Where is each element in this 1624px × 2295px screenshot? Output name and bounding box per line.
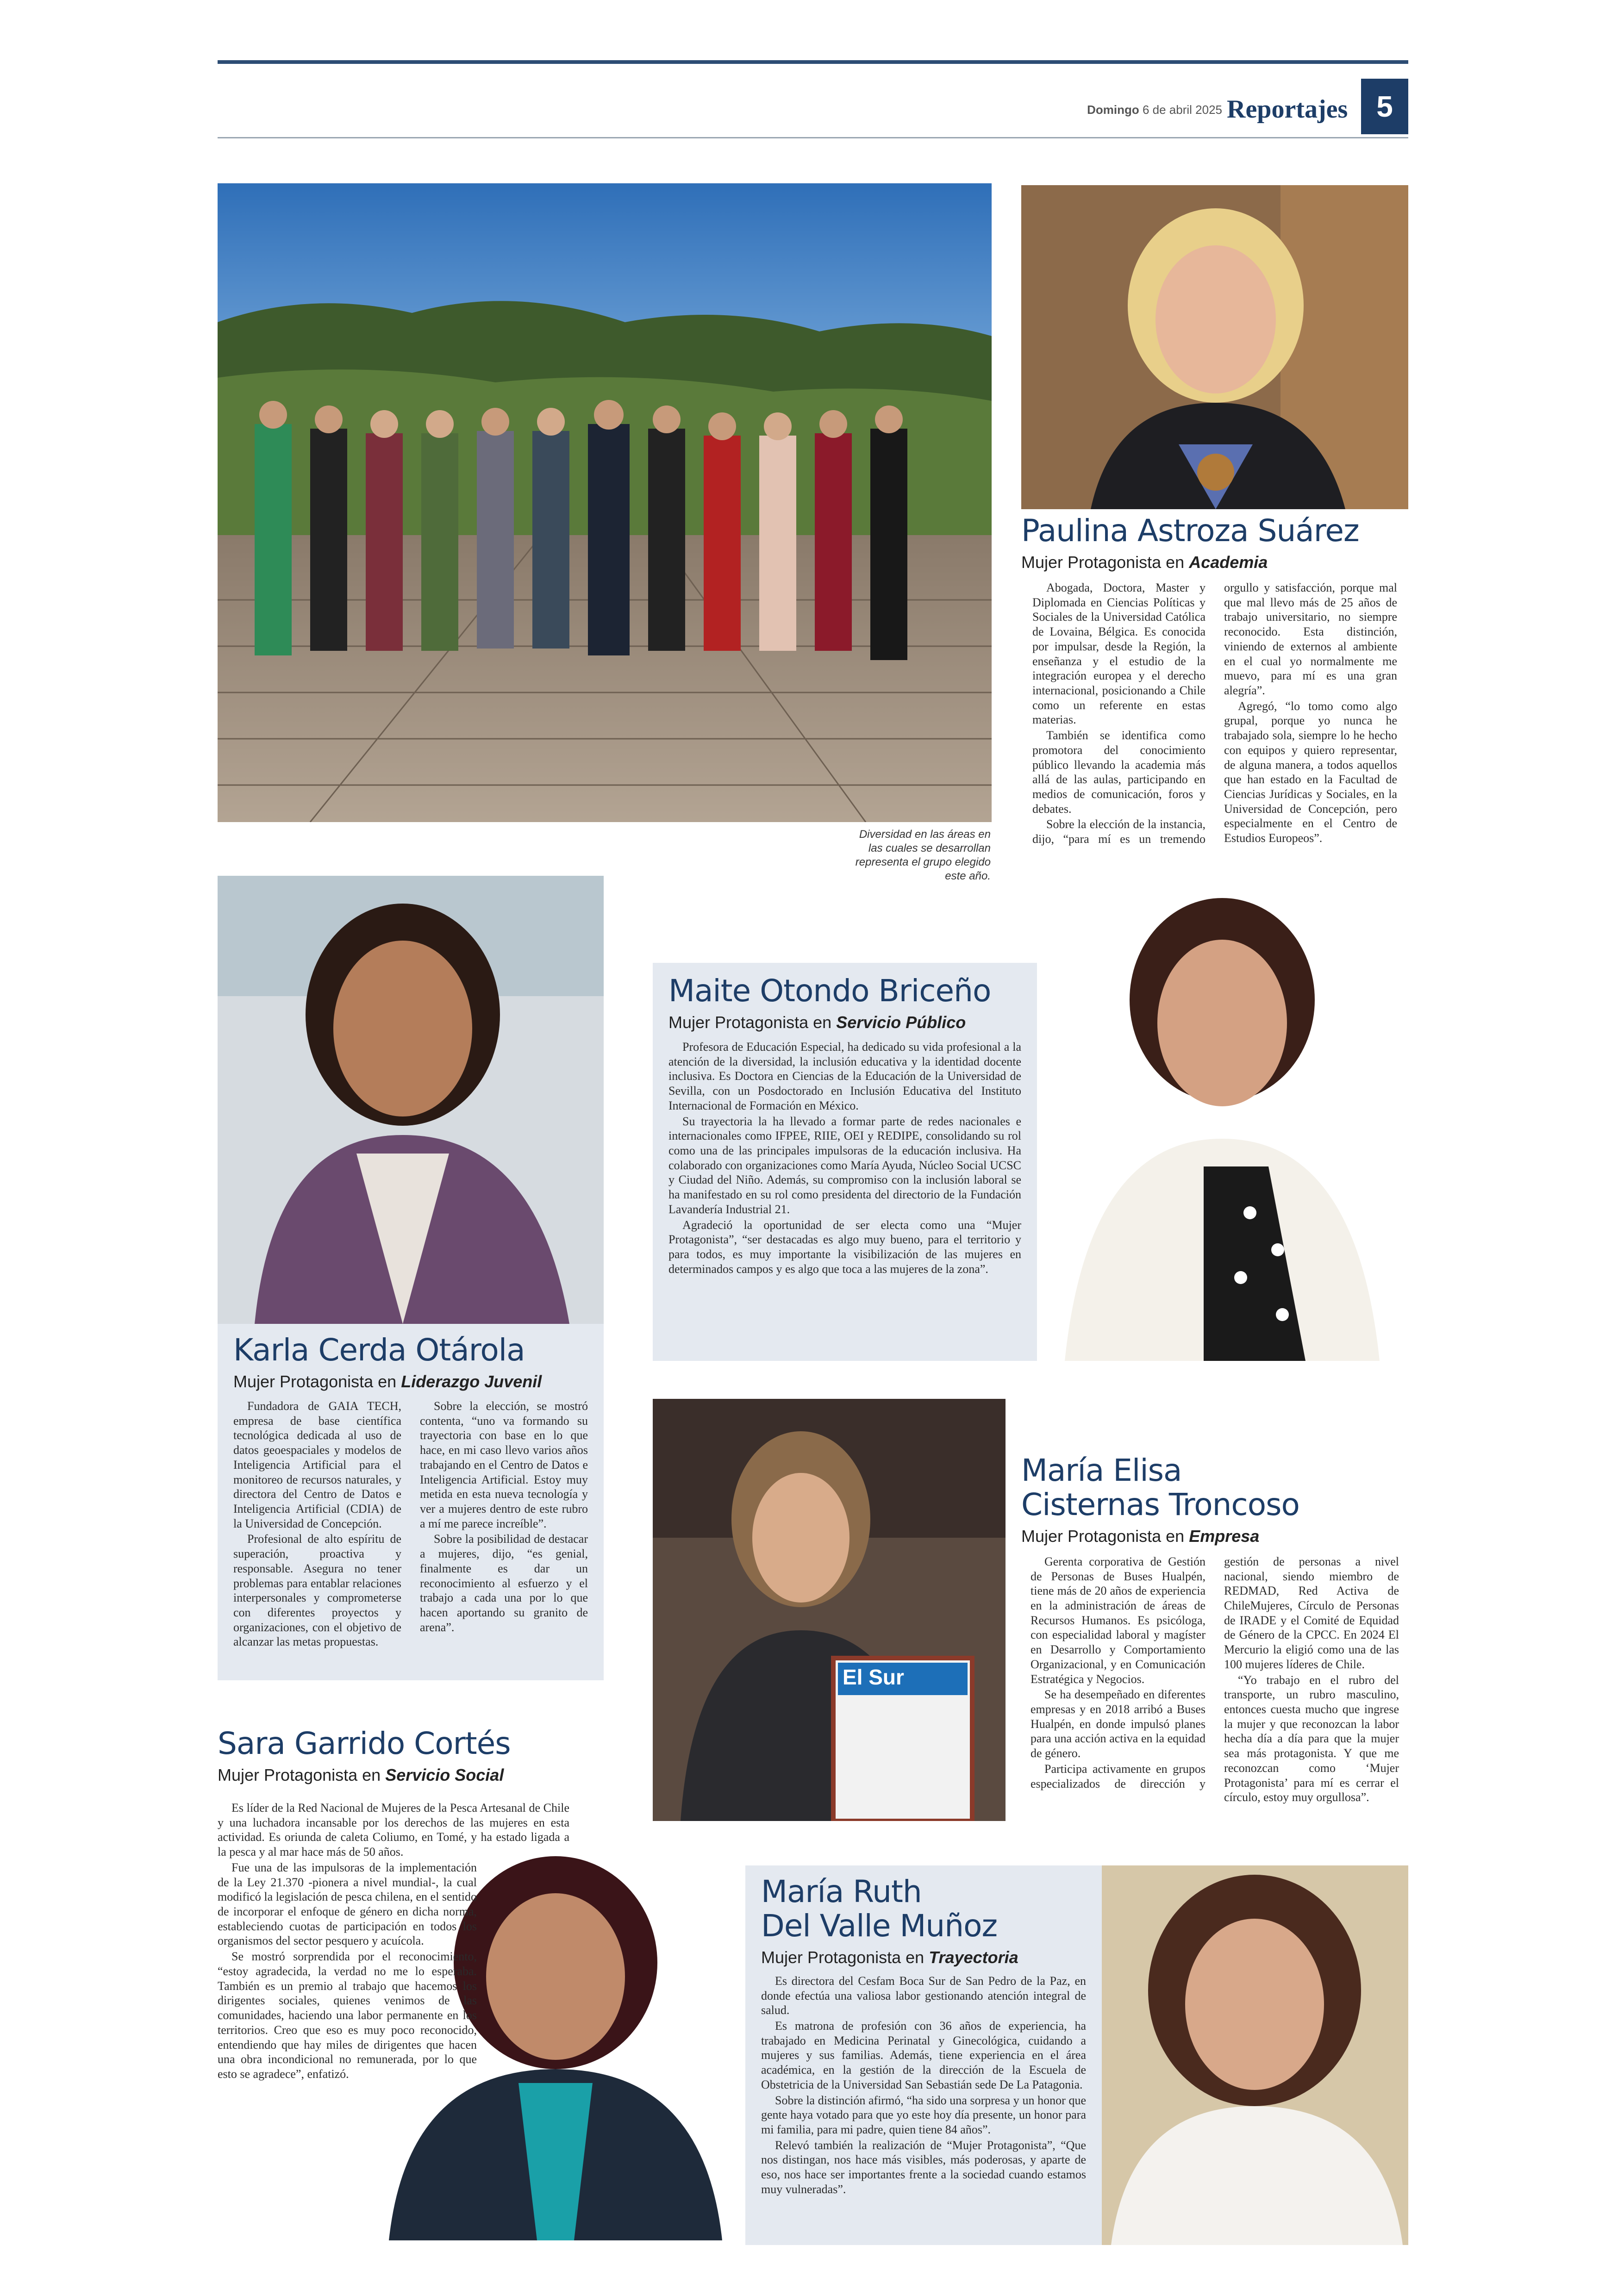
issue-date: Domingo 6 de abril 2025	[1087, 103, 1222, 117]
section-label: Reportajes	[1227, 95, 1348, 124]
profile-body: Fundadora de GAIA TECH, empresa de base científica tecnológica dedicada al uso de datos geoespaciales y modelos de Inteligencia Artificial para el monitoreo de recursos naturales, y directora del Centro de Datos e Inteligencia Artificial (CDIA) de la Universidad de Concepción. Profesional de alto espíritu de superación, proactiva y responsable. Asegura no tener problemas para entablar relaciones interpersonales y comprometerse con diferentes proyectos y organizaciones, con el objetivo de alcanzar las metas propuestas. Sobre la elección, se mostró contenta, “uno va formando su trayectoria con base en lo que hace, en mi caso llevo varios años trabajando en el Centro de Datos e Inteligencia Artificial. Estoy muy metida en esta nueva tecnología y ver a mujeres dentro de este rubro a mí me parece increíble”. Sobre la posibilidad de destacar a mujeres, dijo, “es genial, finalmente es dar un reconocimiento al esfuerzo y el trabajo a cada una por lo que hacen aportando su granito de arena”.	[233, 1399, 588, 1649]
profile-maite	[653, 963, 1037, 1361]
top-rule	[218, 60, 1408, 64]
profile-maria-ruth	[745, 1865, 1102, 2245]
portrait-maite	[1037, 879, 1389, 1361]
profile-name: María Elisa Cisternas Troncoso	[1021, 1453, 1299, 1522]
profile-paulina	[1021, 514, 1408, 847]
profile-body: Profesora de Educación Especial, ha dedicado su vida profesional a la atención de la diversidad, la inclusión educativa y la identidad docente inclusiva. Es Doctora en Ciencias de la Educación de la Universidad de Sevilla, con un Posdoctorado en Inclusión Educativa del Instituto Internacional de Formación en México. Su trayectoria la ha llevado a formar parte de redes nacionales e internacionales como IFPEE, RIIE, OEI y REDIPE, consolidando su rol como una de las principales impulsoras de la educación inclusiva. Ha colaborado con organizaciones como María Ayuda, Núcleo Social UCSC y Ciudad del Niño. Además, su compromiso con la inclusión laboral se ha manifestado en su rol como presidenta del directorio de la Fundación Lavandería Industrial 21. Agradeció la oportunidad de ser electa como una “Mujer Protagonista”, “ser destacadas es algo muy bueno, para el territorio y para todos, es muy importante la visibilización de las mujeres en determinados campos y es algo que toca a las mujeres de la zona”.	[668, 1040, 1021, 1276]
profile-role: Mujer Protagonista en Empresa	[1021, 1526, 1260, 1546]
profile-maria-elisa	[1021, 1453, 1408, 1805]
profile-role: Mujer Protagonista en Servicio Público	[668, 1012, 966, 1032]
profile-karla	[218, 1324, 604, 1680]
portrait-maria-elisa	[653, 1399, 1006, 1821]
profile-sara-heading	[218, 1727, 634, 1785]
profile-role: Mujer Protagonista en Servicio Social	[218, 1765, 504, 1784]
profile-name: Maite Otondo Briceño	[668, 973, 991, 1009]
page-number: 5	[1361, 79, 1408, 134]
header-divider	[218, 137, 1408, 138]
profile-sara-body: Es líder de la Red Nacional de Mujeres de la Pesca Artesanal de Chile y una luchadora incansable por los derechos de las mujeres en esta actividad. Es oriunda de caleta Coliumo, en Tomé, y ha estado ligada a la pesca y al mar hace más de 50 años. Fue una de las impulsoras de la implementación de la Ley 21.370 -pionera a nivel mundial-, la cual modificó la legislación de pesca chilena, en el sentido de incorporar el enfoque de género en dicha norma, estableciendo cuotas de participación en todos los organismos del sector pesquero y acuícola. Se mostró sorprendida por el reconocimiento, “estoy agradecida, la verdad no me lo esperaba. También es un premio al trabajo que hacemos los dirigentes sociales, quienes venimos de las comunidades, haciendo una labor permanente en los territorios. Creo que eso es muy poco reconocido, entendiendo que hay miles de dirigentes que hacen una obra incondicional no remunerada, por lo que esto se agradece”, enfatizó.	[218, 1801, 569, 2081]
profile-body: Es directora del Cesfam Boca Sur de San Pedro de la Paz, en donde efectúa una valiosa labor gestionando atención integral de salud. Es matrona de profesión con 36 años de experiencia, ha trabajado en Medicina Perinatal y Ginecológica, cuidando a mujeres y sus familias. Además, tiene experiencia en el área académica, en la gestión de la dirección de la Escuela de Obstetricia de la Universidad San Sebastián sede De La Patagonia. Sobre la distinción afirmó, “ha sido una sorpresa y un honor que gente haya votado para que yo este hoy día presente, un honor para mi familia, para mi padre, quien tiene 84 años”. Relevó también la realización de “Mujer Protagonista”, “Que nos distingan, nos hace más visibles, más poderosas, y aparte de eso, nos hace ser importantes frente a la sociedad cuando estamos muy vulneradas”.	[761, 1974, 1086, 2196]
profile-body: Gerenta corporativa de Gestión de Personas de Buses Hualpén, tiene más de 20 años de experiencia en la administración de áreas de Recursos Humanos. Es psicóloga, con especialidad laboral y magíster en Desarrollo y Comportamiento Organizacional, y en Comunicación Estratégica y Negocios. Se ha desempeñado en diferentes empresas y en 2018 arribó a Buses Hualpén, en donde impulsó planes para una acción activa en la equidad de género. Participa activamente en grupos especializados de dirección y gestión de personas a nivel nacional, siendo miembro de REDMAD, Red Activa de ChileMujeres, Círculo de Personas de IRADE y el Comité de Equidad de Género de la CPCC. En 2024 El Mercurio la eligió como una de las 100 mujeres líderes de Chile. “Yo trabajo en el rubro del transporte, un rubro masculino, entonces cuesta mucho que ingrese la mujer y que reconozcan la labor hecha día a día para que la mujer sea más protagonista. Y que me reconozcan como ‘Mujer Protagonista’ para mí es cerrar el círculo, estoy muy orgullosa”.	[1031, 1554, 1399, 1804]
portrait-maria-ruth	[1102, 1865, 1408, 2245]
profile-body: Abogada, Doctora, Master y Diplomada en Ciencias Políticas y Sociales de la Universidad Católica de Lovaina, Bélgica. Es conocida por impulsar, desde la Región, la enseñanza y el estudio de la integración europea y el derecho internacional, posicionando a Chile como un referente en estas materias. También se identifica como promotora del conocimiento público llevando la academia más allá de las aulas, participando en medios de comunicación, foros y debates. Sobre la elección de la instancia, dijo, “para mí es un tremendo orgullo y satisfacción, porque mal que mal llevo más de 25 años de trabajo universitario, no siempre reconocido. Esta distinción, viniendo de externos al ambiente en el cual yo normalmente me muevo, para mí es una gran alegría”. Agregó, “lo tomo como algo grupal, porque yo nunca he trabajado sola, siempre lo he hecho con equipos y quiero representar, de alguna manera, a todos aquellos que han estado en la Facultad de Ciencias Jurídicas y Sociales, en la Universidad de Concepción, pero especialmente en el Centro de Estudios Europeos”.	[1032, 580, 1397, 846]
profile-role: Mujer Protagonista en Academia	[1021, 552, 1268, 572]
profile-name: Karla Cerda Otárola	[233, 1332, 525, 1368]
profile-role: Mujer Protagonista en Liderazgo Juvenil	[233, 1372, 542, 1391]
profile-role: Mujer Protagonista en Trayectoria	[761, 1947, 1018, 1967]
profile-name: María Ruth Del Valle Muñoz	[761, 1874, 998, 1944]
profile-name: Paulina Astroza Suárez	[1021, 513, 1359, 549]
profile-name: Sara Garrido Cortés	[218, 1726, 511, 1761]
group-photo-caption: Diversidad en las áreas en las cuales se desarrollan representa el grupo elegido este año.	[855, 828, 991, 882]
group-photo	[218, 183, 992, 822]
portrait-paulina	[1021, 185, 1408, 509]
portrait-karla	[218, 876, 604, 1324]
newspaper-masthead: El Sur	[843, 1665, 904, 1689]
